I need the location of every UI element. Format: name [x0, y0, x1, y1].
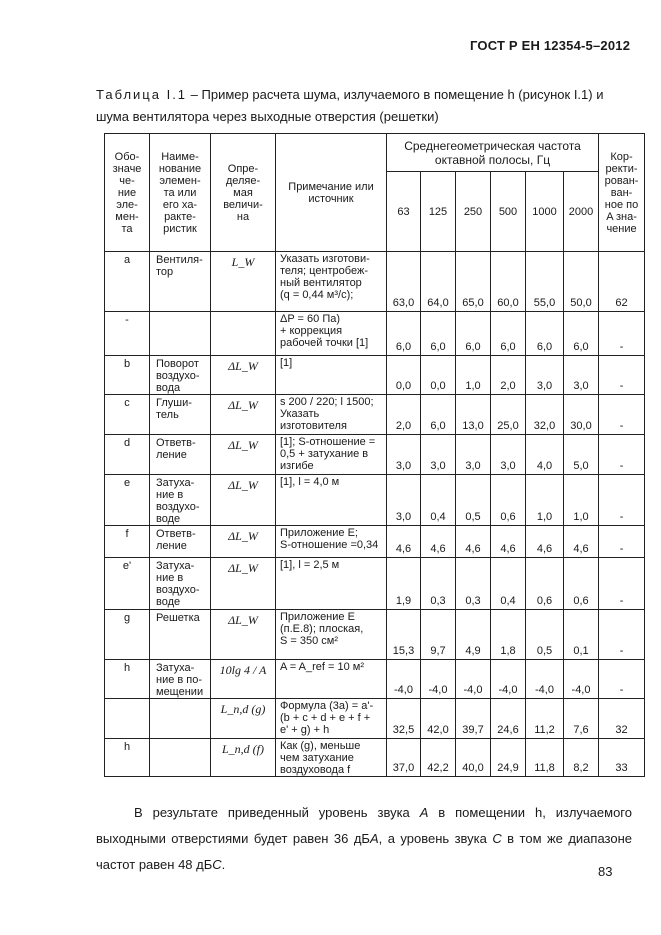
caption-text: Пример расчета шума, излучаемого в помещение h (рисунок I.1) и шума вентилятора через выходные отверстия (решетки)	[96, 87, 604, 124]
cell-value-63: 0,0	[387, 356, 421, 395]
cell-element-id: d	[105, 435, 150, 475]
cell-element-name: Ответв- ление	[150, 435, 211, 475]
cell-note: [1]	[276, 356, 387, 395]
cell-quantity-symbol: ΔL_W	[211, 475, 276, 526]
table-row	[105, 558, 645, 610]
cell-value-1000: 6,0	[526, 312, 564, 356]
cell-corrected-value: -	[599, 660, 645, 699]
cell-element-id: c	[105, 395, 150, 435]
cell-value-500: 1,8	[491, 610, 526, 660]
cell-note: Формула (3a) = a'- (b + c + d + e + f + e' + g) + h	[276, 699, 387, 739]
cell-element-id: h	[105, 739, 150, 777]
cell-element-name: Поворот воздухо- вода	[150, 356, 211, 395]
cell-corrected-value: -	[599, 356, 645, 395]
cell-corrected-value: 32	[599, 699, 645, 739]
table-row	[105, 526, 645, 558]
cell-value-250: 39,7	[456, 699, 491, 739]
cell-value-125: 0,3	[421, 558, 456, 610]
cell-element-id: g	[105, 610, 150, 660]
cell-element-id: f	[105, 526, 150, 558]
cell-value-250: 13,0	[456, 395, 491, 435]
cell-quantity-symbol: L_W	[211, 252, 276, 312]
table-row	[105, 739, 645, 777]
cell-quantity-symbol: ΔL_W	[211, 395, 276, 435]
cell-note: ΔP = 60 Па) + коррекция рабочей точки [1]	[276, 312, 387, 356]
cell-value-500: 3,0	[491, 435, 526, 475]
cell-element-name: Затуха- ние в по- мещении	[150, 660, 211, 699]
cell-value-125: 64,0	[421, 252, 456, 312]
cell-value-2000: 1,0	[564, 475, 599, 526]
cell-value-250: 3,0	[456, 435, 491, 475]
header-frequency-250: 250	[456, 172, 491, 252]
cell-element-id: -	[105, 312, 150, 356]
cell-value-63: 4,6	[387, 526, 421, 558]
cell-quantity-symbol: L_n,d (g)	[211, 699, 276, 739]
cell-quantity-symbol: ΔL_W	[211, 610, 276, 660]
cell-quantity-symbol: ΔL_W	[211, 435, 276, 475]
cell-value-63: 63,0	[387, 252, 421, 312]
cell-quantity-symbol: 10lg 4 / A	[211, 660, 276, 699]
cell-corrected-value: -	[599, 312, 645, 356]
cell-value-125: 0,0	[421, 356, 456, 395]
cell-corrected-value: -	[599, 475, 645, 526]
level-c-symbol: C	[492, 831, 502, 846]
cell-value-2000: 7,6	[564, 699, 599, 739]
cell-element-name	[150, 739, 211, 777]
cell-note: Указать изготови- теля; центробеж- ный вентилятор (q = 0,44 м³/с);	[276, 252, 387, 312]
cell-value-1000: 0,6	[526, 558, 564, 610]
cell-value-2000: 30,0	[564, 395, 599, 435]
cell-value-125: 6,0	[421, 312, 456, 356]
conclusion-paragraph: В результате приведенный уровень звука A в помещении h, излучаемого выходными отверстиями будет равен 36 дБA, а уровень звука C в том же диапазоне частот равен 48 дБC.	[96, 805, 632, 872]
cell-value-500: 2,0	[491, 356, 526, 395]
cell-value-63: 2,0	[387, 395, 421, 435]
cell-corrected-value: -	[599, 610, 645, 660]
cell-value-125: 3,0	[421, 435, 456, 475]
cell-value-63: 32,5	[387, 699, 421, 739]
cell-value-1000: 4,6	[526, 526, 564, 558]
cell-value-500: 6,0	[491, 312, 526, 356]
cell-value-63: 1,9	[387, 558, 421, 610]
cell-value-250: 0,5	[456, 475, 491, 526]
cell-corrected-value: -	[599, 395, 645, 435]
cell-value-125: 42,2	[421, 739, 456, 777]
cell-element-id: h	[105, 660, 150, 699]
cell-value-250: 0,3	[456, 558, 491, 610]
cell-quantity-symbol: L_n,d (f)	[211, 739, 276, 777]
table-row	[105, 356, 645, 395]
cell-value-250: 65,0	[456, 252, 491, 312]
cell-note: A = A_ref = 10 м²	[276, 660, 387, 699]
cell-value-500: 4,6	[491, 526, 526, 558]
cell-note: [1]; S-отношение = 0,5 + затухание в изгибе	[276, 435, 387, 475]
cell-value-2000: 50,0	[564, 252, 599, 312]
header-element-name: Наиме- нование элемен- та или его ха- ракте- ристик	[150, 134, 211, 252]
cell-value-250: 6,0	[456, 312, 491, 356]
cell-value-125: 6,0	[421, 395, 456, 435]
cell-element-name: Решетка	[150, 610, 211, 660]
cell-note: [1], l = 4,0 м	[276, 475, 387, 526]
cell-value-2000: 4,6	[564, 526, 599, 558]
table-row	[105, 435, 645, 475]
cell-value-250: 1,0	[456, 356, 491, 395]
cell-value-2000: 5,0	[564, 435, 599, 475]
table-row	[105, 252, 645, 312]
cell-note: Приложение E (п.E.8); плоская, S = 350 см²	[276, 610, 387, 660]
cell-note: Приложение E; S-отношение =0,34	[276, 526, 387, 558]
header-frequency-125: 125	[421, 172, 456, 252]
cell-element-id: b	[105, 356, 150, 395]
cell-value-500: -4,0	[491, 660, 526, 699]
table-row	[105, 660, 645, 699]
noise-calculation-table	[104, 133, 645, 777]
cell-value-1000: 4,0	[526, 435, 564, 475]
cell-value-1000: 1,0	[526, 475, 564, 526]
cell-value-500: 24,6	[491, 699, 526, 739]
cell-value-1000: 32,0	[526, 395, 564, 435]
cell-element-name: Затуха- ние в воздухо- воде	[150, 475, 211, 526]
cell-corrected-value: -	[599, 526, 645, 558]
cell-element-name: Глуши- тель	[150, 395, 211, 435]
cell-value-1000: 11,2	[526, 699, 564, 739]
cell-value-2000: 3,0	[564, 356, 599, 395]
header-frequency-2000: 2000	[564, 172, 599, 252]
cell-value-250: 4,9	[456, 610, 491, 660]
cell-value-125: 4,6	[421, 526, 456, 558]
cell-value-1000: 3,0	[526, 356, 564, 395]
header-frequency-63: 63	[387, 172, 421, 252]
cell-corrected-value: -	[599, 435, 645, 475]
cell-quantity-symbol: ΔL_W	[211, 558, 276, 610]
table-caption	[96, 84, 636, 128]
cell-element-name: Вентиля- тор	[150, 252, 211, 312]
cell-value-63: 6,0	[387, 312, 421, 356]
cell-value-63: 15,3	[387, 610, 421, 660]
header-note: Примечание или источник	[276, 134, 387, 252]
table-row	[105, 475, 645, 526]
header-frequency-1000: 1000	[526, 172, 564, 252]
cell-value-250: -4,0	[456, 660, 491, 699]
cell-value-2000: 6,0	[564, 312, 599, 356]
cell-corrected-value: 33	[599, 739, 645, 777]
level-a-symbol: A	[419, 805, 429, 820]
table-row	[105, 610, 645, 660]
cell-element-name: Ответв- ление	[150, 526, 211, 558]
cell-quantity-symbol: ΔL_W	[211, 356, 276, 395]
cell-value-250: 40,0	[456, 739, 491, 777]
cell-value-125: 42,0	[421, 699, 456, 739]
cell-value-2000: 0,1	[564, 610, 599, 660]
standard-header: ГОСТ Р ЕН 12354-5–2012	[470, 38, 631, 53]
cell-value-63: -4,0	[387, 660, 421, 699]
cell-value-500: 0,4	[491, 558, 526, 610]
header-quantity: Опре- деляе- мая величи- на	[211, 134, 276, 252]
cell-value-1000: 0,5	[526, 610, 564, 660]
cell-element-name	[150, 312, 211, 356]
cell-corrected-value: 62	[599, 252, 645, 312]
cell-value-63: 3,0	[387, 475, 421, 526]
cell-value-1000: 55,0	[526, 252, 564, 312]
cell-value-125: -4,0	[421, 660, 456, 699]
cell-value-125: 9,7	[421, 610, 456, 660]
table-row	[105, 699, 645, 739]
cell-value-500: 24,9	[491, 739, 526, 777]
cell-value-2000: 0,6	[564, 558, 599, 610]
cell-value-63: 3,0	[387, 435, 421, 475]
page-number: 83	[598, 864, 613, 879]
cell-element-id: a	[105, 252, 150, 312]
caption-label: Таблица I.1	[96, 87, 188, 102]
cell-note: s 200 / 220; l 1500; Указать изготовителя	[276, 395, 387, 435]
cell-value-125: 0,4	[421, 475, 456, 526]
caption-dash: –	[187, 87, 202, 102]
cell-value-63: 37,0	[387, 739, 421, 777]
cell-element-id: e'	[105, 558, 150, 610]
table-row	[105, 312, 645, 356]
table-row	[105, 395, 645, 435]
cell-note: [1], l = 2,5 м	[276, 558, 387, 610]
cell-value-500: 60,0	[491, 252, 526, 312]
cell-element-name: Затуха- ние в воздухо- воде	[150, 558, 211, 610]
cell-value-2000: 8,2	[564, 739, 599, 777]
header-frequency-group: Среднегеометрическая частота октавной полосы, Гц	[387, 134, 599, 172]
cell-element-id	[105, 699, 150, 739]
cell-value-1000: 11,8	[526, 739, 564, 777]
cell-value-2000: -4,0	[564, 660, 599, 699]
cell-value-250: 4,6	[456, 526, 491, 558]
cell-note: Как (g), меньше чем затухание воздуховода f	[276, 739, 387, 777]
cell-element-id: e	[105, 475, 150, 526]
cell-value-500: 0,6	[491, 475, 526, 526]
header-frequency-500: 500	[491, 172, 526, 252]
cell-quantity-symbol	[211, 312, 276, 356]
header-corrected-value: Кор- ректи- рован- ван- ное по A зна- чение	[599, 134, 645, 252]
cell-value-1000: -4,0	[526, 660, 564, 699]
cell-corrected-value: -	[599, 558, 645, 610]
cell-element-name	[150, 699, 211, 739]
header-element-id: Обо- значе че- ние эле- мен- та	[105, 134, 150, 252]
cell-quantity-symbol: ΔL_W	[211, 526, 276, 558]
cell-value-500: 25,0	[491, 395, 526, 435]
